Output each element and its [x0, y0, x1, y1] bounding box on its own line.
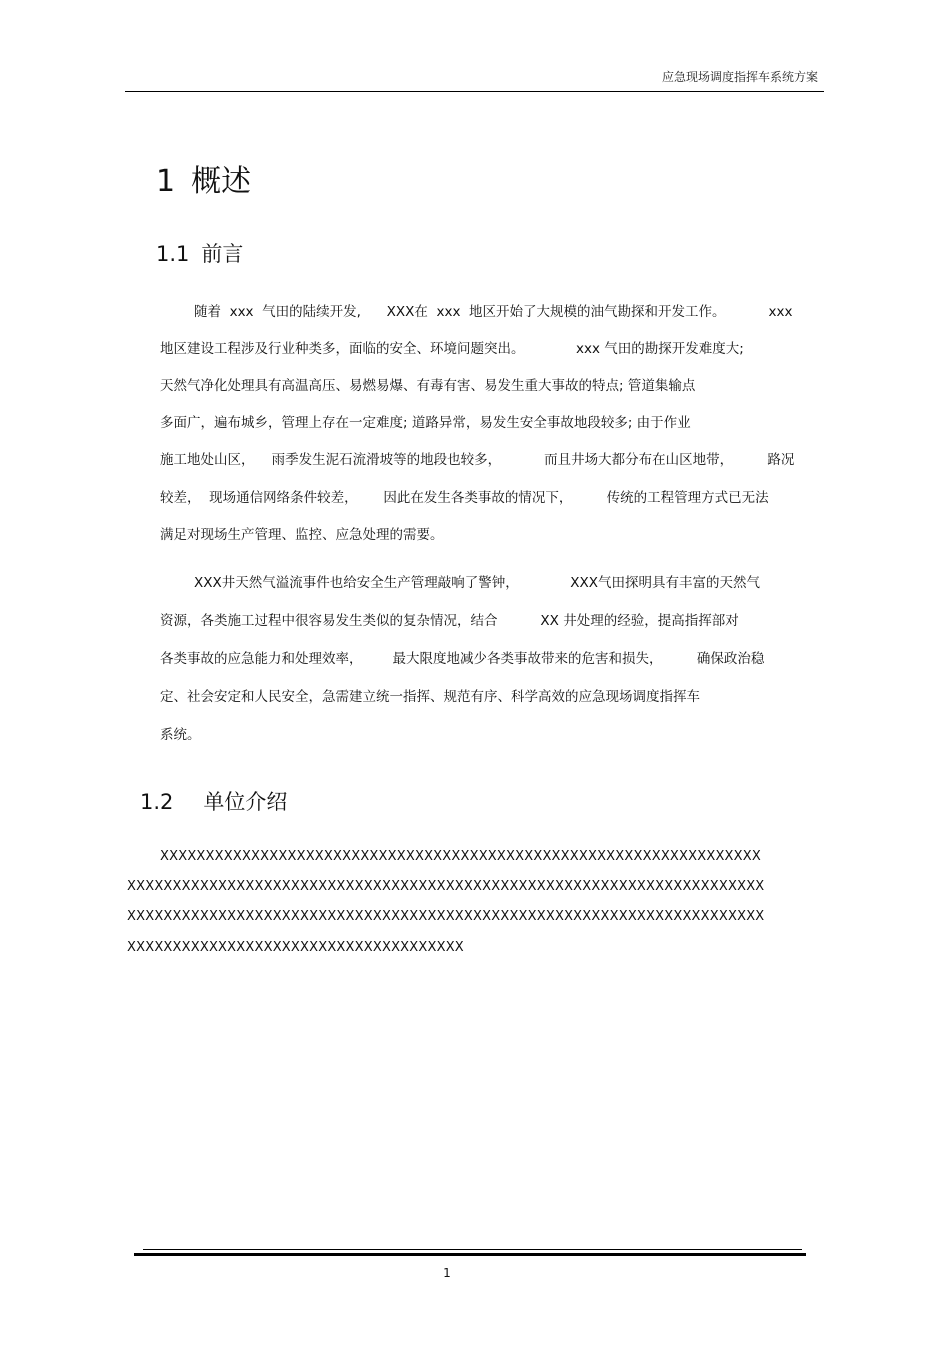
page-number: 1 [443, 1266, 451, 1280]
section-1-1-heading [156, 238, 243, 268]
section-1-2-heading [140, 786, 287, 816]
paragraph-1-line: 天然气净化处理具有高温高压、易燃易爆、有毒有害、易发生重大事故的特点; 管道集输点 [160, 378, 696, 394]
section-1-heading [156, 156, 251, 200]
section-1-1-number: 1.1 [156, 242, 190, 266]
paragraph-1-line: 较差， 现场通信网络条件较差， 因此在发生各类事故的情况下， 传统的工程管理方式已无法 [160, 490, 769, 506]
company-intro-line: XXXXXXXXXXXXXXXXXXXXXXXXXXXXXXXXXXXXXXXXXXXXXXXXXXXXXXXXXXXXXXXXXX [160, 849, 761, 864]
page-header-title: 应急现场调度指挥车系统方案 [661, 70, 818, 84]
paragraph-2-line: XXX井天然气溢流事件也给安全生产管理敲响了警钟， XXX气田探明具有丰富的天然气 [194, 575, 760, 591]
header-divider [125, 91, 824, 92]
paragraph-2-line: 各类事故的应急能力和处理效率， 最大限度地减少各类事故带来的危害和损失， 确保政治稳 [160, 651, 765, 667]
section-1-title: 概述 [191, 164, 252, 199]
paragraph-1-line: 地区建设工程涉及行业种类多，面临的安全、环境问题突出。 xxx 气田的勘探开发难度大; [160, 341, 744, 357]
section-1-1-title: 前言 [201, 242, 244, 266]
footer-divider-thin [143, 1249, 802, 1250]
company-intro-line: XXXXXXXXXXXXXXXXXXXXXXXXXXXXXXXXXXXXX [127, 940, 464, 955]
paragraph-1-line: 满足对现场生产管理、监控、应急处理的需要。 [160, 527, 444, 543]
paragraph-2-line: 系统。 [160, 727, 201, 743]
section-1-2-title: 单位介绍 [203, 790, 288, 814]
paragraph-1-line: 多面广，遍布城乡，管理上存在一定难度; 道路异常，易发生安全事故地段较多; 由于作业 [160, 415, 691, 431]
company-intro-line: XXXXXXXXXXXXXXXXXXXXXXXXXXXXXXXXXXXXXXXXXXXXXXXXXXXXXXXXXXXXXXXXXXXXXX [127, 909, 765, 924]
footer-divider-thick [134, 1253, 806, 1256]
company-intro-line: XXXXXXXXXXXXXXXXXXXXXXXXXXXXXXXXXXXXXXXXXXXXXXXXXXXXXXXXXXXXXXXXXXXXXX [127, 879, 765, 894]
section-1-2-number: 1.2 [140, 790, 174, 814]
paragraph-1-line: 施工地处山区， 雨季发生泥石流滑坡等的地段也较多， 而且井场大都分布在山区地带， 路况 [160, 452, 795, 468]
paragraph-1-line: 随着 xxx 气田的陆续开发, XXX在 xxx 地区开始了大规模的油气勘探和开发工作。 xxx [194, 304, 793, 320]
section-1-number: 1 [156, 164, 176, 199]
paragraph-2-line: 资源，各类施工过程中很容易发生类似的复杂情况，结合 XX 井处理的经验，提高指挥部对 [160, 613, 739, 629]
paragraph-2-line: 定、社会安定和人民安全，急需建立统一指挥、规范有序、科学高效的应急现场调度指挥车 [160, 689, 700, 705]
